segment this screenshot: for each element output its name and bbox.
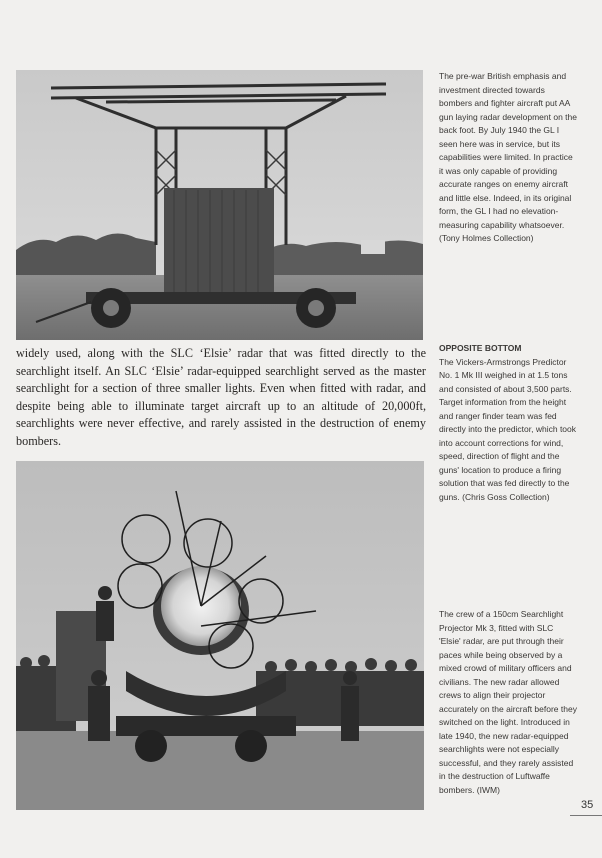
- page-number-rule: [570, 815, 602, 816]
- searchlight-photo: [16, 461, 424, 810]
- page-number: 35: [581, 799, 594, 811]
- caption-heading: OPPOSITE BOTTOM: [439, 343, 522, 353]
- gl-radar-photo: [16, 70, 423, 340]
- predictor-caption: [439, 342, 577, 504]
- gl-radar-caption: The pre-war British emphasis and investment directed towards bombers and fighter aircraft put AA gun laying radar development on the back foot. By July 1940 the GL I seen here was in service, but its capabilities were limited. In practice it was only capable of providing accurate ranges on enemy aircraft and little else. Indeed, in its original form, the GL I had no elevation-measuring capability whatsoever. (Tony Holmes Collection): [439, 71, 577, 243]
- caption-text: The Vickers-Armstrongs Predictor No. 1 Mk III weighed in at 1.5 tons and consisted of about 3,500 parts. Target information from the height and ranger finder team was fed directly into the predictor, which took into account corrections for wind, speed, direction of flight and the guns' location to produce a firing solution that was fed directly to the guns. (Chris Goss Collection): [439, 356, 577, 502]
- searchlight-caption: The crew of a 150cm Searchlight Projector Mk 3, fitted with SLC 'Elsie' radar, are put through their paces while being observed by a mixed crowd of military officers and civilians. The new radar allowed crews to align their projector accurately on the aircraft before they switched on the light. Introduced in late 1940, the new radar-equipped searchlights were not especially successful, and they rarely assisted in the destruction of Luftwaffe bombers. (IWM): [439, 609, 577, 795]
- body-paragraph: widely used, along with the SLC ‘Elsie’ radar that was fitted directly to the searchlight itself. An SLC ‘Elsie’ radar-equipped searchlight served as the master searchlight for a section of three smaller lights. Even when fitted with radar, and despite being able to illuminate target aircraft up to an altitude of 20,000ft, searchlights were never effective, and rarely assisted in the destruction of enemy bombers.: [16, 346, 426, 448]
